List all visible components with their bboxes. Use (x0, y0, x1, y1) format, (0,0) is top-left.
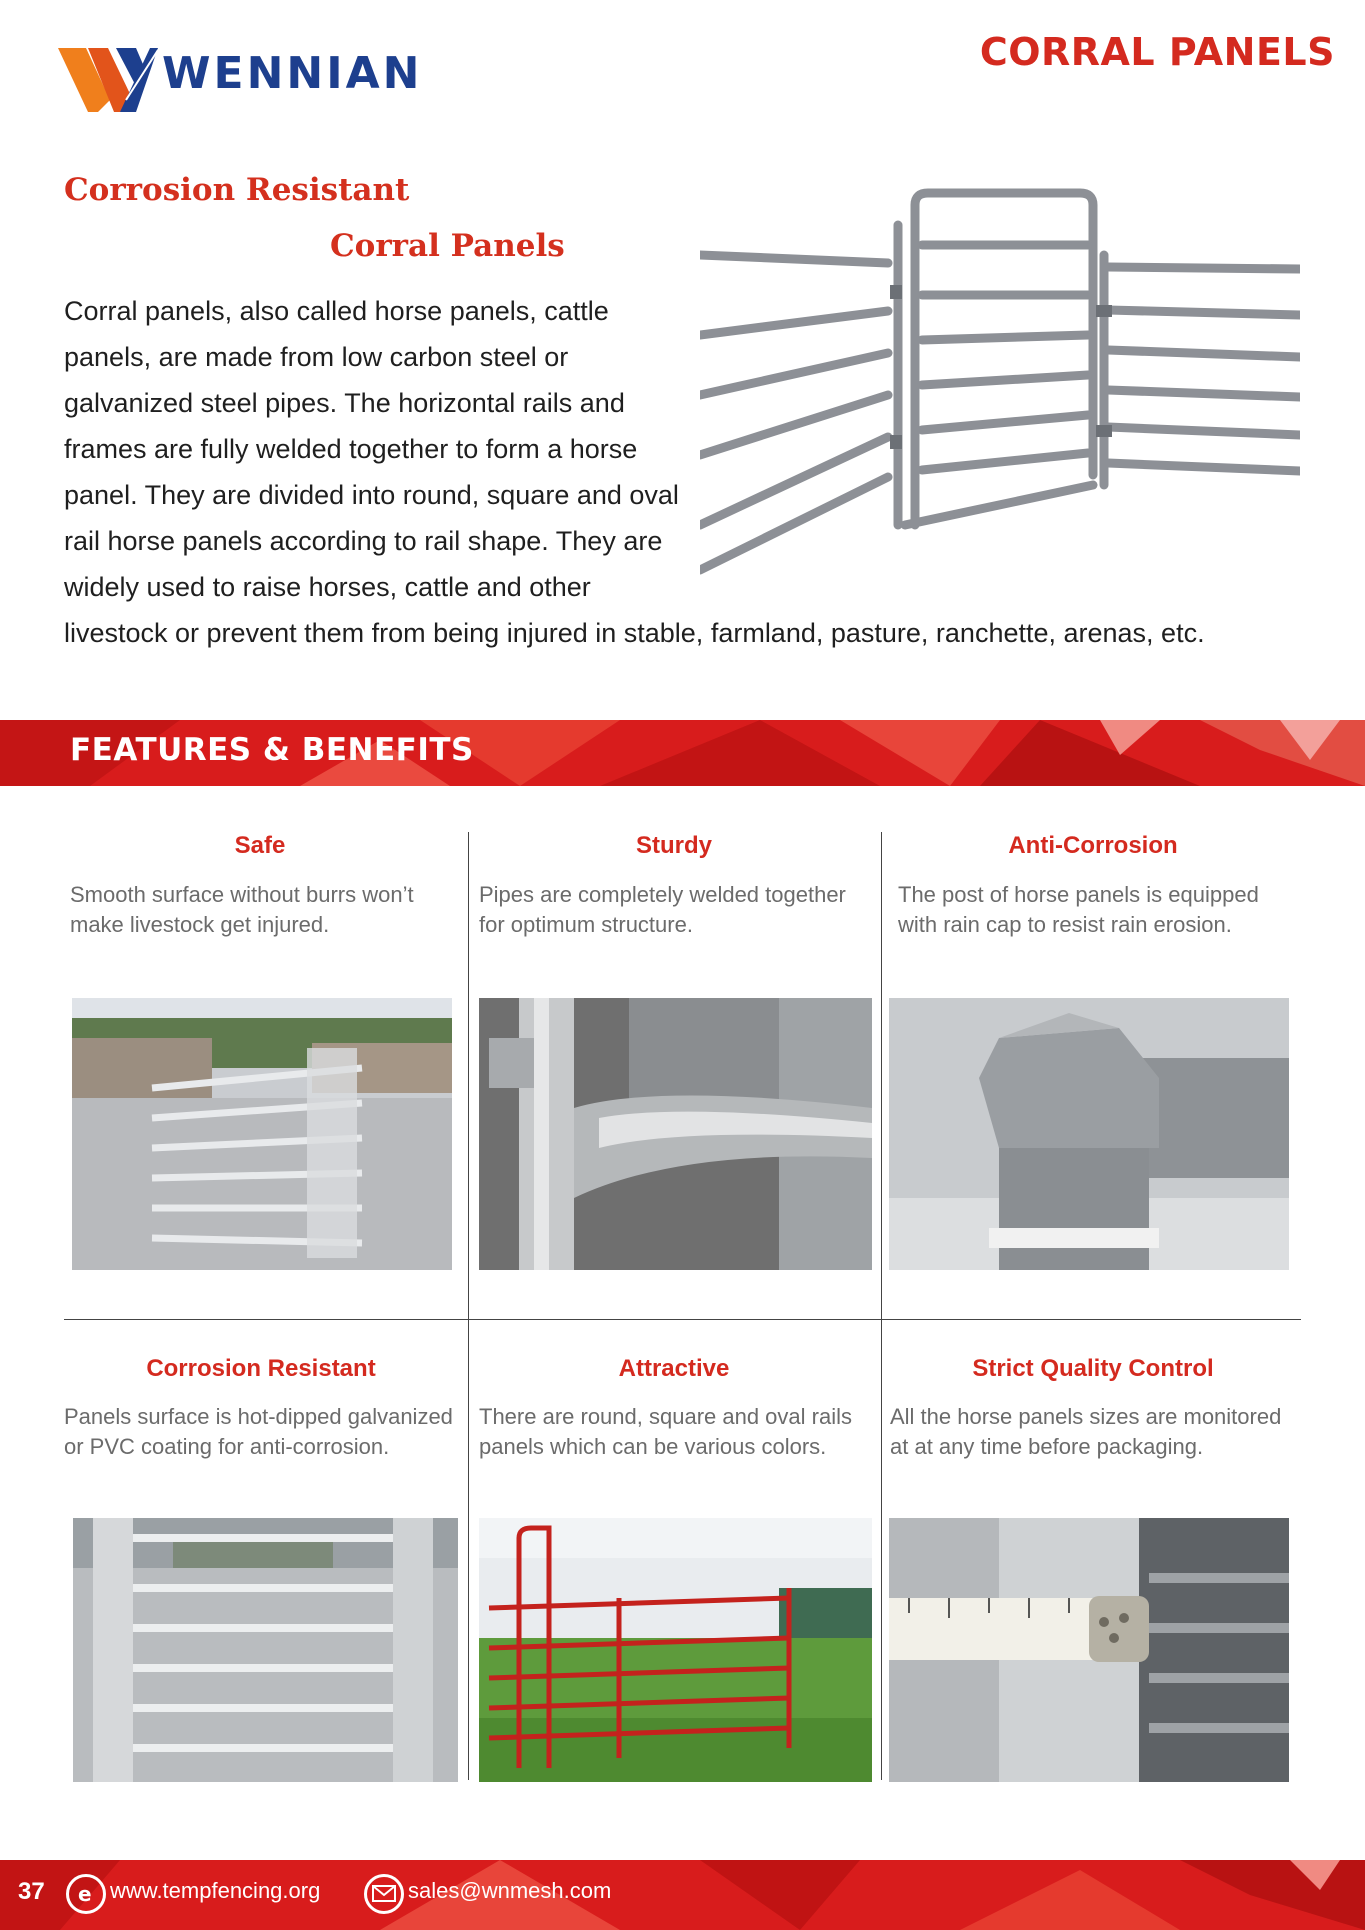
tape-measure-photo (889, 1518, 1289, 1782)
stacked-panels-photo (72, 998, 452, 1270)
email-icon (364, 1874, 404, 1914)
feature-desc-corrosion-resistant: Panels surface is hot-dipped galvanized or PVC coating for anti-corrosion. (64, 1404, 453, 1459)
corral-gate-photo (700, 185, 1300, 575)
intro-paragraph: Corral panels, also called horse panels, cattle panels, are made from low carbon steel or galvanized steel pipes. The horizontal rails and frames are fully welded together to form a horse panel. They are divided into round, square and oval rail horse panels according to rail shape. They are widely used to raise horses, cattle and other livestock or prevent them from being injured in stable, farmland, pasture, ranchette, arenas, etc. (64, 296, 1205, 648)
website-icon (66, 1874, 106, 1914)
feature-title-sturdy: Sturdy (635, 832, 712, 859)
intro-heading-line1: Corrosion Resistant (64, 172, 410, 208)
features-banner-title: FEATURES & BENEFITS (70, 732, 474, 768)
intro-heading-line2: Corral Panels (330, 228, 565, 264)
feature-desc-quality-control: All the horse panels sizes are monitored at at any time before packaging. (890, 1404, 1282, 1459)
grid-divider-v2 (881, 832, 882, 1780)
feature-title-quality-control: Strict Quality Control (972, 1355, 1214, 1382)
website-link[interactable]: www.tempfencing.org (110, 1878, 321, 1903)
logo-wordmark: WENNIAN (162, 48, 423, 99)
grid-divider-v1 (468, 832, 469, 1780)
feature-desc-attractive: There are round, square and oval rails panels which can be various colors. (479, 1404, 852, 1459)
red-corral-photo (479, 1518, 872, 1782)
feature-title-corrosion-resistant: Corrosion Resistant (146, 1355, 376, 1382)
grid-divider-h (64, 1319, 1301, 1320)
feature-title-anti-corrosion: Anti-Corrosion (1008, 832, 1178, 859)
svg-text:e: e (78, 1882, 92, 1906)
feature-desc-anti-corrosion: The post of horse panels is equipped with rain cap to resist rain erosion. (898, 882, 1259, 937)
weld-closeup-photo (479, 998, 872, 1270)
feature-desc-sturdy: Pipes are completely welded together for optimum structure. (479, 882, 846, 937)
feature-title-attractive: Attractive (618, 1355, 730, 1382)
page-title: CORRAL PANELS (979, 30, 1335, 74)
feature-desc-safe: Smooth surface without burrs won’t make livestock get injured. (70, 882, 414, 937)
page-number: 37 (18, 1878, 45, 1905)
rain-cap-photo (889, 998, 1289, 1270)
galvanized-panels-photo (73, 1518, 458, 1782)
email-link[interactable]: sales@wnmesh.com (408, 1878, 612, 1903)
feature-title-safe: Safe (234, 832, 286, 859)
